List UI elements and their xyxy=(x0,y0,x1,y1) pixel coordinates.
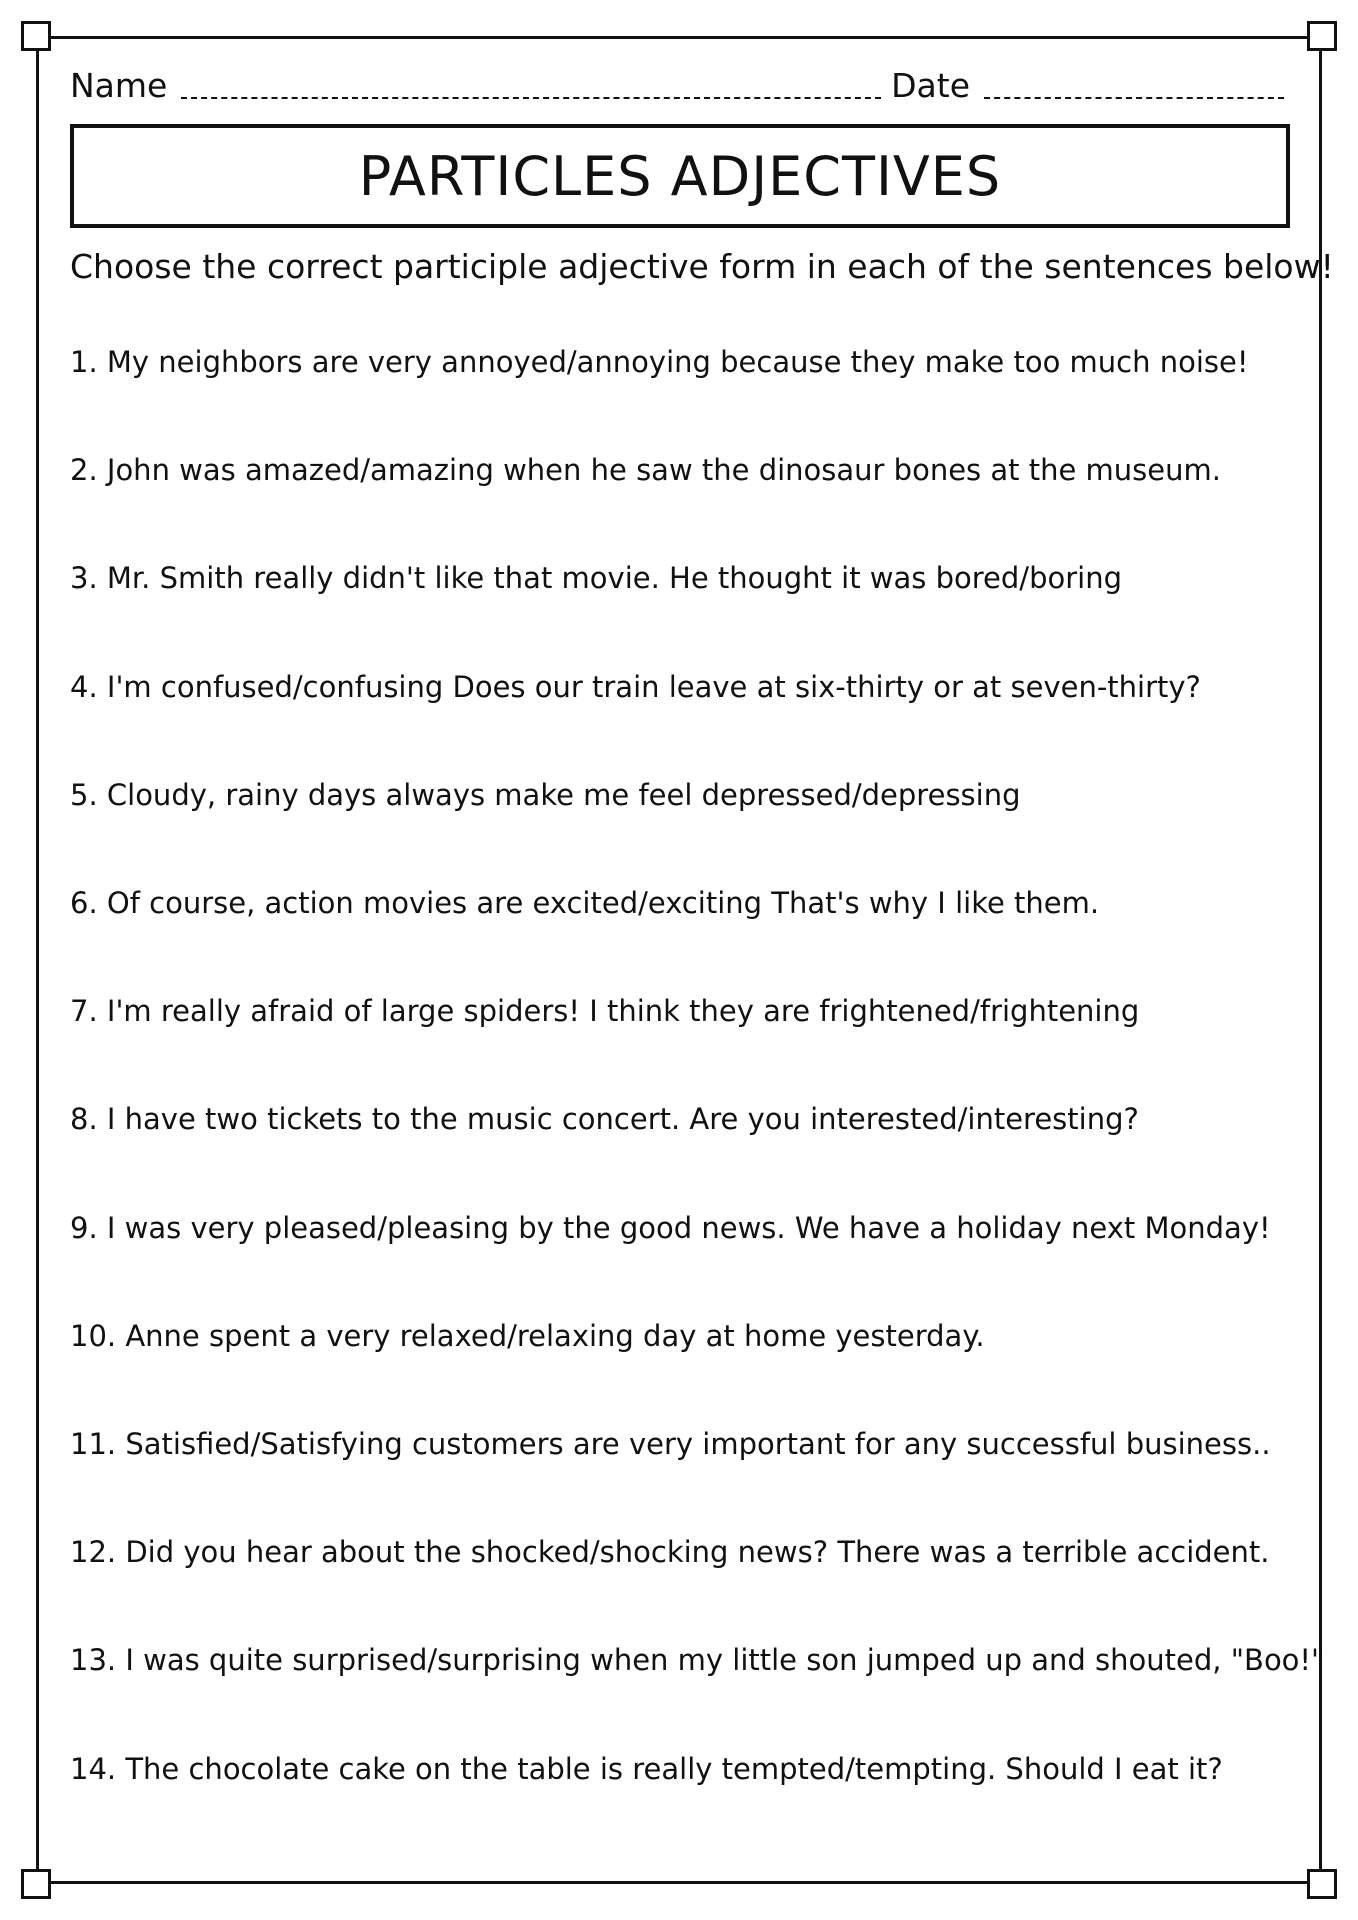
question-item: 4. I'm confused/confusing Does our train leave at six-thirty or at seven-thirty? xyxy=(70,669,1201,704)
worksheet-title: PARTICLES ADJECTIVES xyxy=(358,144,1002,208)
title-box xyxy=(70,124,1290,228)
question-item: 7. I'm really afraid of large spiders! I think they are frightened/frightening xyxy=(70,994,1140,1029)
question-item: 10. Anne spent a very relaxed/relaxing day at home yesterday. xyxy=(70,1318,985,1353)
question-item: 8. I have two tickets to the music concert. Are you interested/interesting? xyxy=(70,1102,1139,1137)
corner-square-top-left xyxy=(21,21,51,51)
instructions-text: Choose the correct participle adjective form in each of the sentences below! xyxy=(70,247,1334,286)
question-item: 5. Cloudy, rainy days always make me feel depressed/depressing xyxy=(70,777,1021,812)
corner-square-bottom-left xyxy=(21,1869,51,1899)
question-item: 6. Of course, action movies are excited/exciting That's why I like them. xyxy=(70,886,1100,920)
question-item: 13. I was quite surprised/surprising when my little son jumped up and shouted, "Boo!" xyxy=(70,1643,1325,1678)
date-blank-line[interactable] xyxy=(984,97,1284,99)
name-blank-line[interactable] xyxy=(181,97,881,99)
question-item: 9. I was very pleased/pleasing by the good news. We have a holiday next Monday! xyxy=(70,1210,1271,1245)
date-label: Date xyxy=(891,66,970,105)
name-label: Name xyxy=(70,66,168,105)
question-item: 12. Did you hear about the shocked/shocking news? There was a terrible accident. xyxy=(70,1535,1270,1570)
corner-square-top-right xyxy=(1307,21,1337,51)
question-item: 2. John was amazed/amazing when he saw the dinosaur bones at the museum. xyxy=(70,453,1221,488)
name-date-row xyxy=(70,60,1290,106)
question-item: 14. The chocolate cake on the table is really tempted/tempting. Should I eat it? xyxy=(70,1751,1223,1786)
question-item: 11. Satisfied/Satisfying customers are very important for any successful business.. xyxy=(70,1427,1271,1461)
worksheet-frame xyxy=(36,36,1334,1884)
question-item: 1. My neighbors are very annoyed/annoying because they make too much noise! xyxy=(70,345,1249,379)
question-item: 3. Mr. Smith really didn't like that movie. He thought it was bored/boring xyxy=(70,561,1122,596)
corner-square-bottom-right xyxy=(1307,1869,1337,1899)
